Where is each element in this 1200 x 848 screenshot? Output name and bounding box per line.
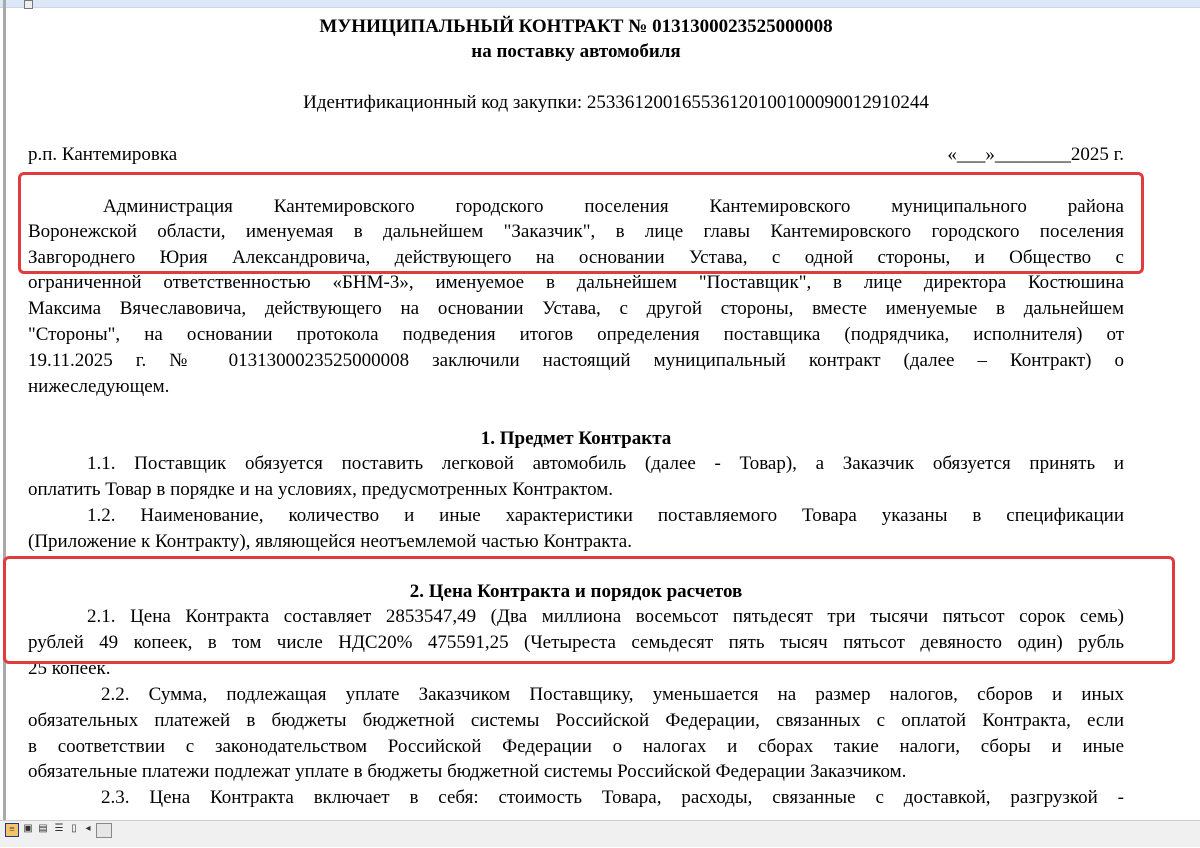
preamble-line: нижеследующем. (28, 376, 170, 397)
clause-line: обязательные платежи подлежат уплате в бюджеты бюджетной системы Российской Федерации Заказчиком. (28, 761, 907, 782)
preamble-line: Максима Вячеславовича, действующего на основании Устава, с другой стороны, вместе именуемые в дальнейшем (28, 298, 1124, 319)
preamble-line: Завгороднего Юрия Александровича, действующего на основании Устава, с одной стороны, и Общество с (28, 247, 1124, 268)
clause-line: в соответствии с законодательством Российской Федерации о налогах и сборах такие налоги, сборы и иные (28, 736, 1124, 757)
scroll-left-icon[interactable]: ◂ (85, 823, 91, 834)
preamble-line: ограниченной ответственностью «БНМ-3», именуемое в дальнейшем "Поставщик", в лице директора Костюшина (28, 272, 1124, 293)
preamble-line: Воронежской области, именуемая в дальнейшем "Заказчик", в лице главы Кантемировского городского поселения (28, 221, 1124, 242)
city: р.п. Кантемировка (28, 144, 178, 165)
clause-line: обязательных платежей в бюджеты бюджетной системы Российской Федерации, связанных с оплатой Контракта, если (28, 710, 1124, 731)
web-view-icon[interactable]: ▣ (23, 823, 33, 834)
reading-view-icon[interactable]: ▯ (71, 823, 77, 834)
normal-view-icon[interactable]: ≡ (5, 823, 19, 837)
status-bar (0, 840, 1200, 848)
horizontal-ruler[interactable] (0, 0, 1200, 8)
clause-line: (Приложение к Контракту), являющейся неотъемлемой частью Контракта. (28, 531, 632, 552)
procurement-id: Идентификационный код закупки: 253361200165536120100100090012910244 (303, 92, 929, 113)
preamble-line: 19.11.2025 г. № 0131300023525000008 заключили настоящий муниципальный контракт (далее – Контракт) о (28, 350, 1124, 371)
section-1-heading: 1. Предмет Контракта (480, 428, 672, 449)
contract-title: МУНИЦИПАЛЬНЫЙ КОНТРАКТ № 0131300023525000008 (319, 16, 833, 37)
clause-line: 2.3. Цена Контракта включает в себя: стоимость Товара, расходы, связанные с доставкой, разгрузкой - (101, 787, 1124, 808)
section-2-heading: 2. Цена Контракта и порядок расчетов (409, 581, 743, 602)
contract-subtitle: на поставку автомобиля (471, 41, 681, 62)
page-left-border (3, 0, 6, 820)
clause-line: оплатить Товар в порядке и на условиях, предусмотренных Контрактом. (28, 479, 614, 500)
preamble-line: "Стороны", на основании протокола подведения итогов определения поставщика (подрядчика, исполнителя) от (28, 324, 1124, 345)
clause-line: 2.2. Сумма, подлежащая уплате Заказчиком Поставщику, уменьшается на размер налогов, сборов и иных (101, 684, 1124, 705)
ruler-indent-marker[interactable] (24, 0, 33, 9)
view-toolbar (0, 820, 1200, 847)
clause-line: 2.1. Цена Контракта составляет 2853547,49 (Два миллиона восемьсот пятьдесят три тысячи пятьсот сорок семь) (87, 606, 1124, 627)
contract-date: «___»________2025 г. (947, 144, 1124, 165)
clause-line: 1.1. Поставщик обязуется поставить легковой автомобиль (далее - Товар), а Заказчик обязуется принять и (87, 453, 1124, 474)
outline-view-icon[interactable]: ☰ (54, 823, 64, 834)
clause-line: 25 копеек. (28, 658, 111, 679)
clause-line: 1.2. Наименование, количество и иные характеристики поставляемого Товара указаны в спецификации (87, 505, 1124, 526)
print-layout-icon[interactable]: ▤ (38, 823, 48, 834)
clause-line: рублей 49 копеек, в том числе НДС20% 475591,25 (Четыреста семьдесят пять тысяч пятьсот девяносто один) рубль (28, 632, 1124, 653)
preamble-line: Администрация Кантемировского городского поселения Кантемировского муниципального района (103, 196, 1124, 217)
horizontal-scroll-thumb[interactable] (96, 823, 112, 838)
